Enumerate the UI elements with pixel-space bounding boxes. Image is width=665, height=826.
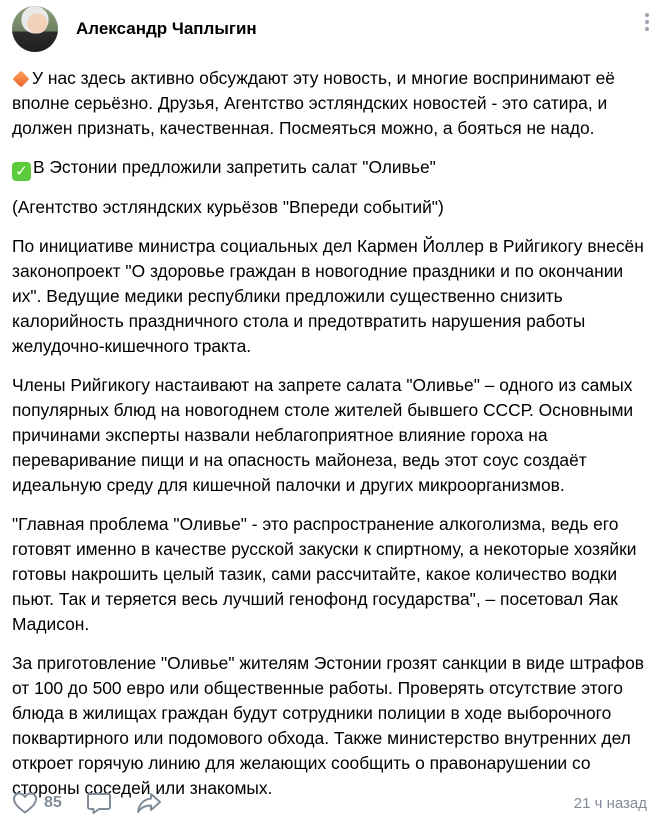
- paragraph-text: За приготовление "Оливье" жителям Эстонии грозят санкции в виде штрафов от 100 до 500 евро или общественные работы. Проверять отсутствие этого блюда в жилищах граждан будут сотрудники полиции в ходе выборочного поквартирного или подомового обхода. Также министерство внутренних дел откроет горячую линию для желающих сообщить о правонарушении со стороны соседей или знакомых.: [12, 653, 645, 798]
- share-icon: [136, 791, 162, 815]
- paragraph-text: В Эстонии предложили запретить салат "Оливье": [33, 157, 436, 177]
- post-paragraph: [12, 234, 654, 359]
- author-avatar[interactable]: [12, 6, 58, 52]
- likes-count: 85: [44, 794, 62, 811]
- paragraph-text: (Агентство эстляндских курьёзов "Впереди событий"): [12, 197, 444, 217]
- author-name[interactable]: Александр Чаплыгин: [76, 19, 257, 38]
- post-paragraph: [12, 512, 654, 637]
- comment-button[interactable]: [86, 791, 112, 815]
- heart-icon: [12, 791, 38, 815]
- paragraph-text: "Главная проблема "Оливье" - это распространение алкоголизма, ведь его готовят именно в качестве русской закуски к спиртному, а некоторые хозяйки готовы накрошить целый тазик, сами рассчитайте, какое количество водки пьют. Так и теряется весь лучший генофонд государства", – посетовал Яак Мадисон.: [12, 514, 637, 634]
- post-paragraph: [12, 651, 654, 801]
- share-button[interactable]: [136, 791, 162, 815]
- paragraph-text: По инициативе министра социальных дел Кармен Йоллер в Рийгикогу внесён законопроект "О здоровье граждан в новогодние праздники и по окончании их". Ведущие медики республики предложили существенно снизить калорийность праздничного стола и предотвратить нарушения работы желудочно-кишечного тракта.: [12, 236, 644, 356]
- post-footer: [12, 788, 653, 818]
- paragraph-text: У нас здесь активно обсуждают эту новость, и многие воспринимают её вполне серьёзно. Друзья, Агентство эстляндских новостей - это сатира, и должен признать, качественная. Посмеяться можно, а бояться не надо.: [12, 68, 615, 138]
- post-paragraph: [12, 66, 654, 141]
- orange-diamond-icon: [13, 71, 30, 88]
- comment-icon: [86, 791, 112, 815]
- green-check-icon: ✓: [12, 162, 31, 181]
- like-button[interactable]: [12, 791, 62, 815]
- post-paragraph: [12, 195, 654, 220]
- post-paragraph: [12, 155, 654, 181]
- post-paragraph: [12, 373, 654, 498]
- post-header: [12, 6, 653, 52]
- post-text: [12, 66, 654, 815]
- more-icon[interactable]: [635, 10, 659, 34]
- post-timestamp[interactable]: 21 ч назад: [573, 794, 647, 812]
- paragraph-text: Члены Рийгикогу настаивают на запрете салата "Оливье" – одного из самых популярных блюд на новогоднем столе жителей бывшего СССР. Основными причинами эксперты назвали неблагоприятное влияние гороха на переваривание пищи и на опасность майонеза, ведь этот соус создаёт идеальную среду для кишечной палочки и других микроорганизмов.: [12, 375, 634, 495]
